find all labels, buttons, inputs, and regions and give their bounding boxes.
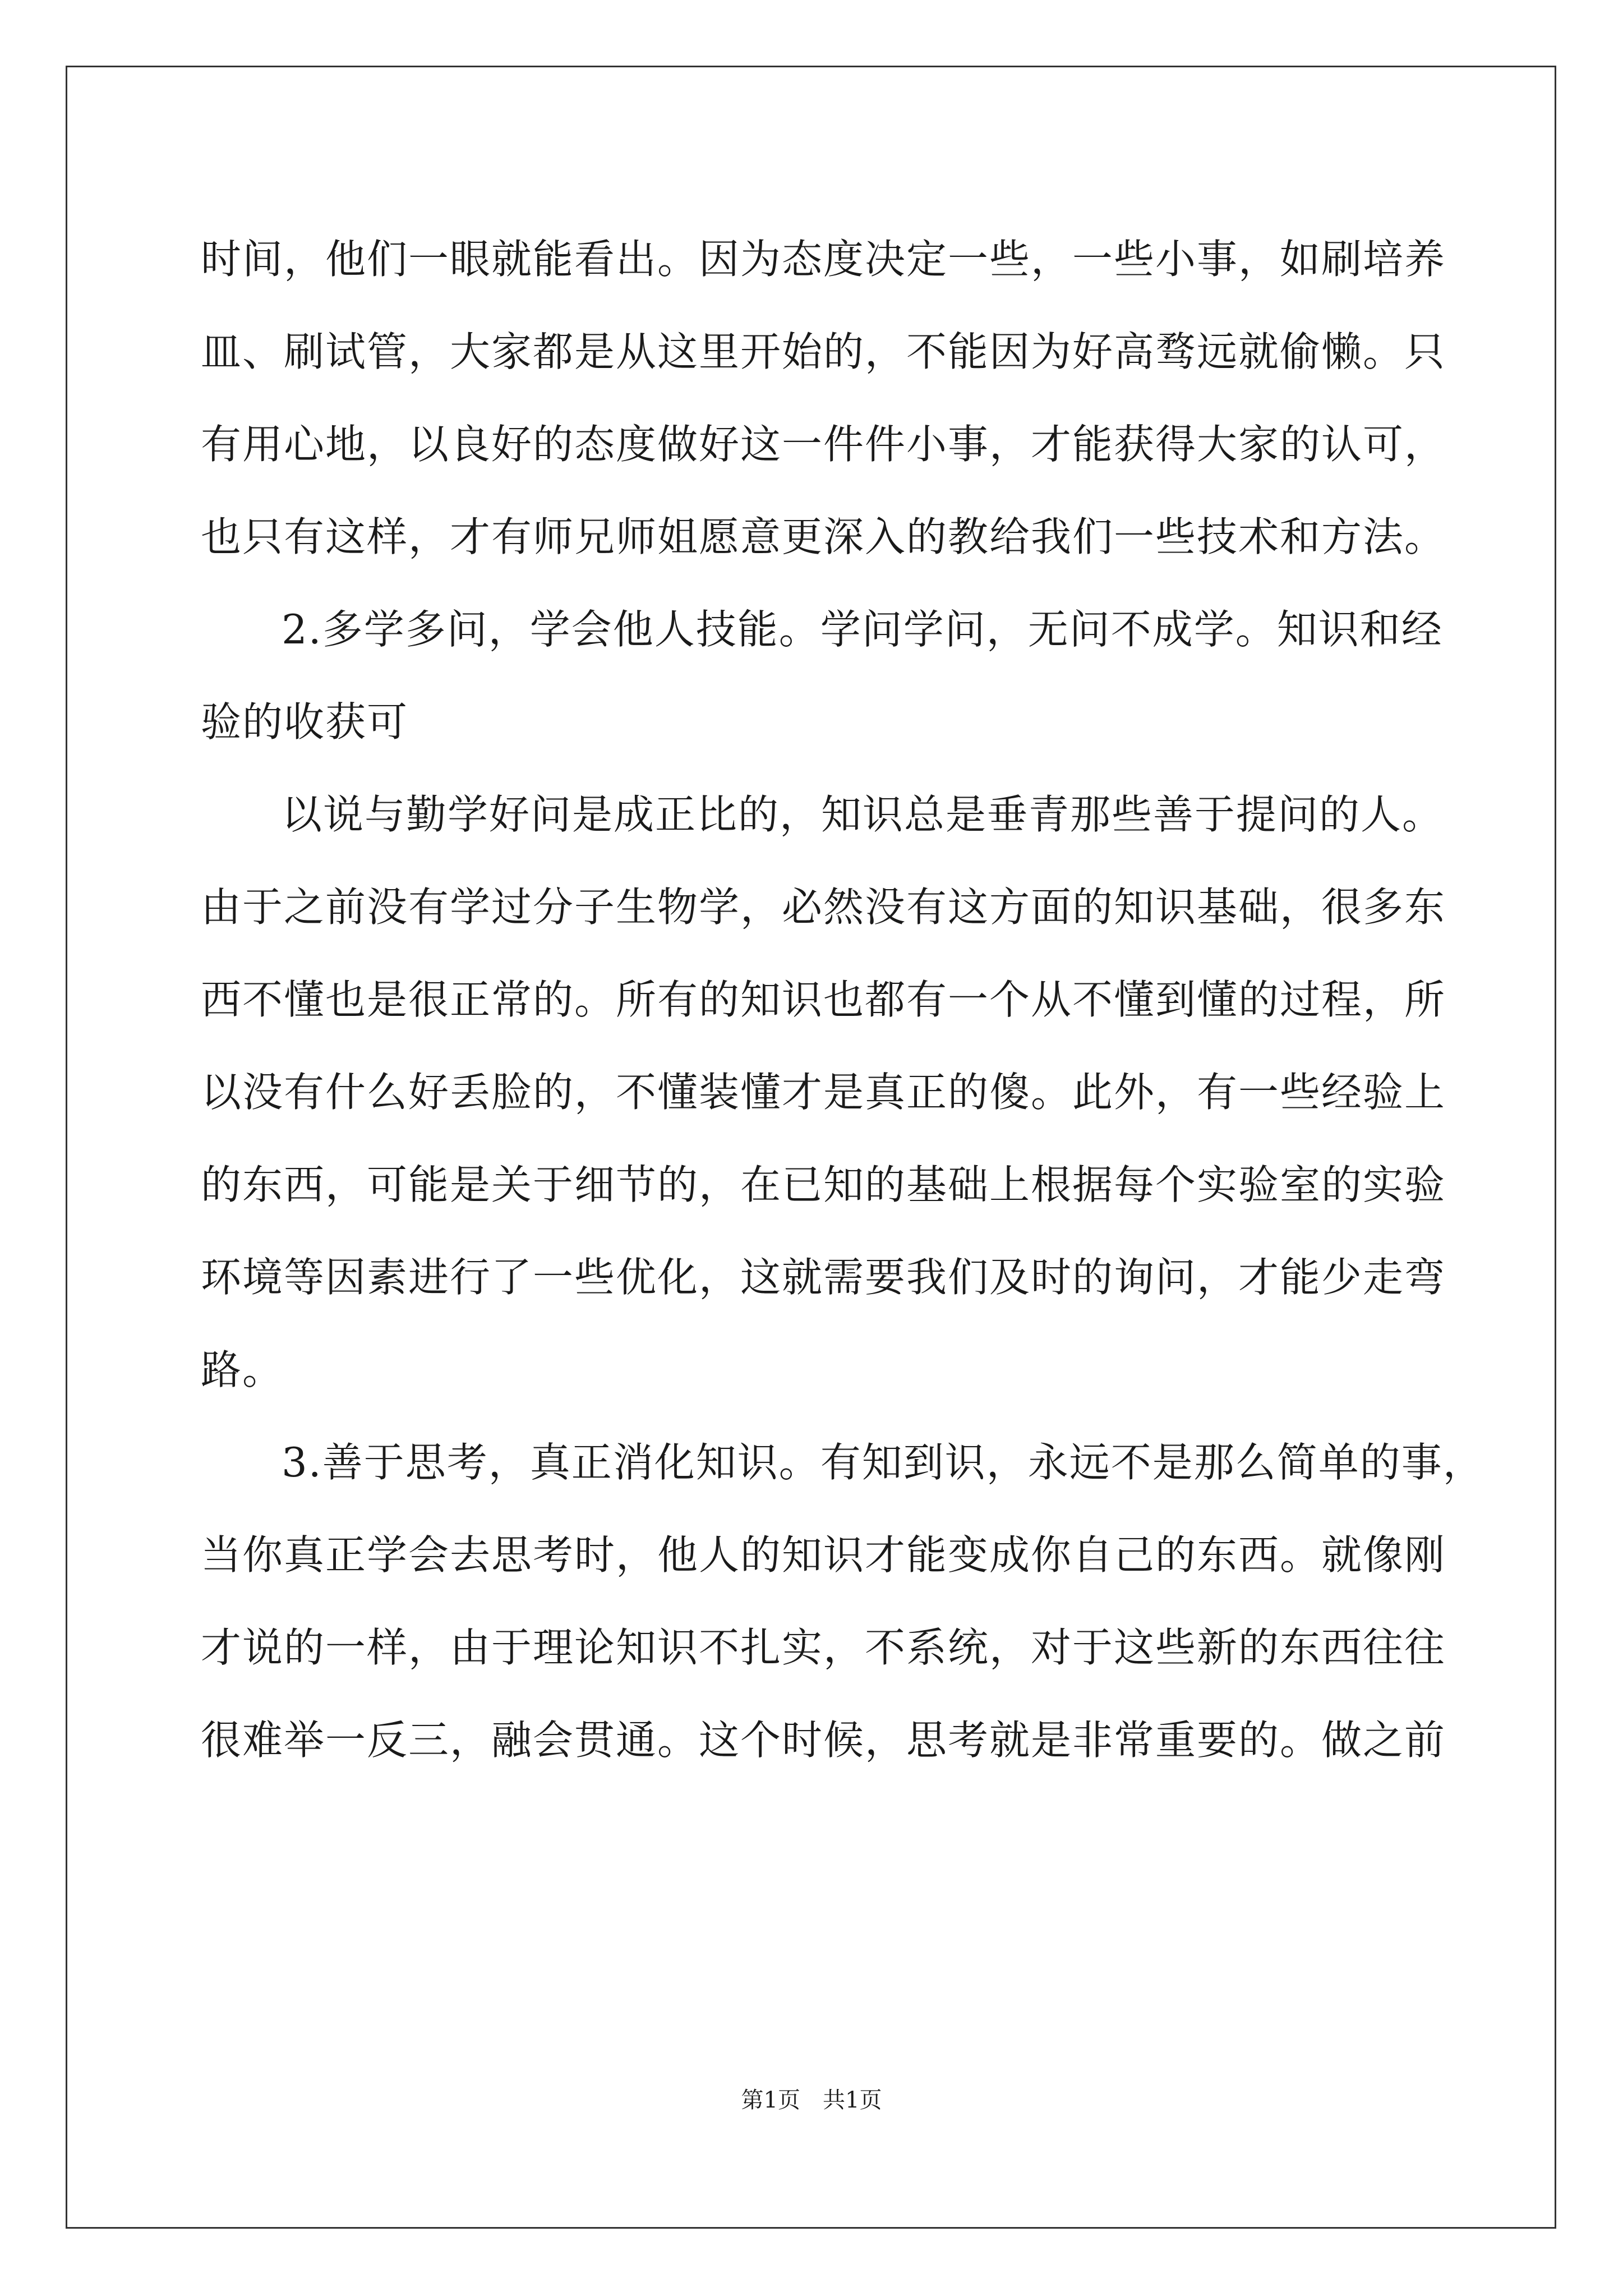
text-line-3: 有用心地，以良好的态度做好这一件件小事，才能获得大家的认可， — [201, 421, 1446, 468]
page-footer — [0, 2085, 1623, 2116]
text-line-17: 很难举一反三，融会贯通。这个时候，思考就是非常重要的。做之前 — [201, 1717, 1446, 1764]
text-line-13: 路。 — [201, 1346, 284, 1393]
text-line-5: 2.多学多问，学会他人技能。学问学问，无问不成学。知识和经 — [282, 606, 1443, 653]
text-line-2: 皿、刷试管，大家都是从这里开始的，不能因为好高骛远就偷懒。只 — [201, 328, 1446, 375]
text-line-16: 才说的一样，由于理论知识不扎实，不系统，对于这些新的东西往往 — [201, 1624, 1446, 1671]
page-number-current: 第1页 — [741, 2087, 800, 2113]
text-line-7: 以说与勤学好问是成正比的，知识总是垂青那些善于提问的人。 — [282, 791, 1444, 838]
text-line-14: 3.善于思考，真正消化知识。有知到识，永远不是那么简单的事， — [282, 1439, 1484, 1486]
text-line-10: 以没有什么好丢脸的，不懂装懂才是真正的傻。此外，有一些经验上 — [201, 1069, 1446, 1116]
text-line-11: 的东西，可能是关于细节的，在已知的基础上根据每个实验室的实验 — [201, 1161, 1446, 1208]
page-number-total: 共1页 — [823, 2087, 882, 2113]
text-line-4: 也只有这样，才有师兄师姐愿意更深入的教给我们一些技术和方法。 — [201, 513, 1446, 560]
document-body — [201, 213, 1484, 1787]
text-line-6: 验的收获可 — [201, 698, 409, 746]
text-line-8: 由于之前没有学过分子生物学，必然没有这方面的知识基础，很多东 — [201, 884, 1446, 931]
text-line-9: 西不懂也是很正常的。所有的知识也都有一个从不懂到懂的过程，所 — [201, 976, 1446, 1023]
text-line-15: 当你真正学会去思考时，他人的知识才能变成你自己的东西。就像刚 — [201, 1531, 1446, 1579]
text-line-12: 环境等因素进行了一些优化，这就需要我们及时的询问，才能少走弯 — [201, 1254, 1446, 1301]
text-line-1: 时间，他们一眼就能看出。因为态度决定一些，一些小事，如刷培养 — [201, 236, 1446, 283]
